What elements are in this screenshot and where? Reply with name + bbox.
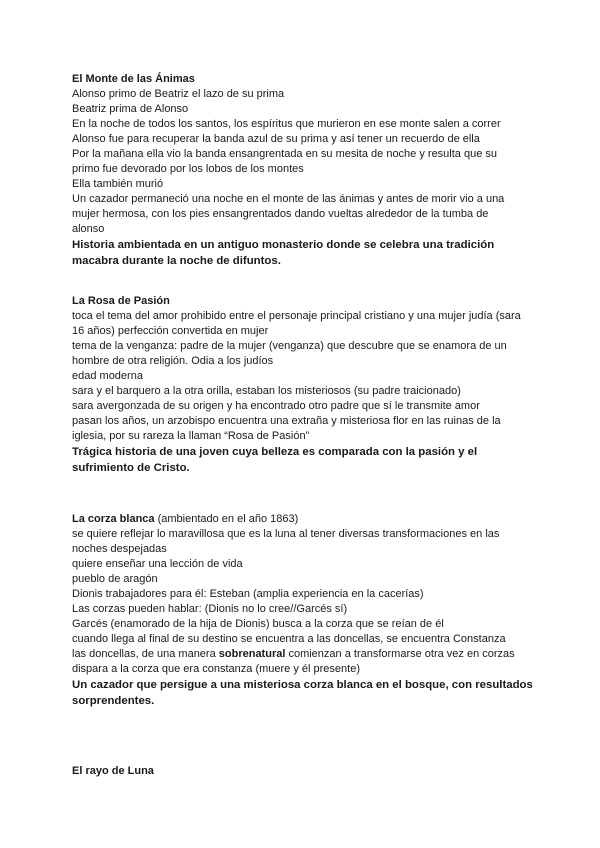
text-line: sara avergonzada de su origen y ha encontrado otro padre que sí le transmite amor: [72, 400, 480, 412]
text-line: En la noche de todos los santos, los espíritus que murieron en ese monte salen a correr: [72, 118, 501, 130]
text-line: se quiere reflejar lo maravillosa que es la luna al tener diversas transformaciones en las: [72, 528, 500, 540]
text-line: pasan los años, un arzobispo encuentra una extraña y misteriosa flor en las ruinas de la: [72, 415, 501, 427]
text-line: 16 años) perfección convertida en mujer: [72, 325, 269, 337]
text-line: Ella también murió: [72, 178, 164, 190]
text-line: Un cazador permaneció una noche en el monte de las ánimas y antes de morir vio a una: [72, 193, 505, 205]
text-line: Por la mañana ella vio la banda ensangrentada en su mesita de noche y resulta que su: [72, 148, 498, 160]
summary-line: Historia ambientada en un antiguo monasterio donde se celebra una tradición: [72, 239, 495, 251]
section-title: El rayo de Luna: [72, 765, 154, 777]
section-title-suffix: (ambientado en el año 1863): [154, 513, 299, 525]
section-title: La corza blanca: [72, 513, 155, 525]
summary-line: sufrimiento de Cristo.: [72, 462, 190, 474]
section-monte-animas: [72, 72, 532, 269]
summary-line: Un cazador que persigue a una misteriosa corza blanca en el bosque, con resultados: [72, 679, 533, 691]
text-line: hombre de otra religión. Odia a los judíos: [72, 355, 274, 367]
text-line: tema de la venganza: padre de la mujer (venganza) que descubre que se enamora de un: [72, 340, 507, 352]
summary-line: macabra durante la noche de difuntos.: [72, 255, 281, 267]
text-line: noches despejadas: [72, 543, 167, 555]
section-rayo-luna: [72, 764, 532, 779]
text-line: sara y el barquero a la otra orilla, estaban los misteriosos (su padre traicionado): [72, 385, 461, 397]
section-corza-blanca: [72, 512, 532, 709]
text-line: Las corzas pueden hablar: (Dionis no lo cree//Garcés sí): [72, 603, 348, 615]
text-line: Beatriz prima de Alonso: [72, 103, 189, 115]
text-line: alonso: [72, 223, 105, 235]
text-line: iglesia, por su rareza la llaman “Rosa de Pasión”: [72, 430, 310, 442]
text-line: cuando llega al final de su destino se encuentra a las doncellas, se encuentra Constanza: [72, 633, 506, 645]
summary-line: Trágica historia de una joven cuya belleza es comparada con la pasión y el: [72, 446, 478, 458]
text-line: toca el tema del amor prohibido entre el personaje principal cristiano y una mujer judía (sara: [72, 310, 521, 322]
text-line: dispara a la corza que era constanza (muere y él presente): [72, 663, 360, 675]
text-line: Garcés (enamorado de la hija de Dionis) busca a la corza que se reían de él: [72, 618, 444, 630]
text-line: quiere enseñar una lección de vida: [72, 558, 243, 570]
section-title: La Rosa de Pasión: [72, 295, 170, 307]
section-title-line: [72, 512, 532, 527]
text-line: primo fue devorado por los lobos de los montes: [72, 163, 304, 175]
text-line: pueblo de aragón: [72, 573, 158, 585]
text-fragment: comienzan a transformarse otra vez en corzas: [285, 648, 515, 660]
summary-line: sorprendentes.: [72, 695, 155, 707]
text-line: Alonso primo de Beatriz el lazo de su prima: [72, 88, 285, 100]
text-line: edad moderna: [72, 370, 143, 382]
section-title: El Monte de las Ánimas: [72, 73, 195, 85]
text-line: mujer hermosa, con los pies ensangrentados dando vueltas alrededor de la tumba de: [72, 208, 489, 220]
text-line: Dionis trabajadores para él: Esteban (amplia experiencia en la cacerías): [72, 588, 424, 600]
mixed-text-line: [72, 647, 532, 662]
bold-fragment: sobrenatural: [218, 648, 286, 660]
text-fragment: las doncellas, de una manera: [72, 648, 219, 660]
text-line: Alonso fue para recuperar la banda azul de su prima y así tener un recuerdo de ella: [72, 133, 480, 145]
section-rosa-pasion: [72, 294, 532, 476]
